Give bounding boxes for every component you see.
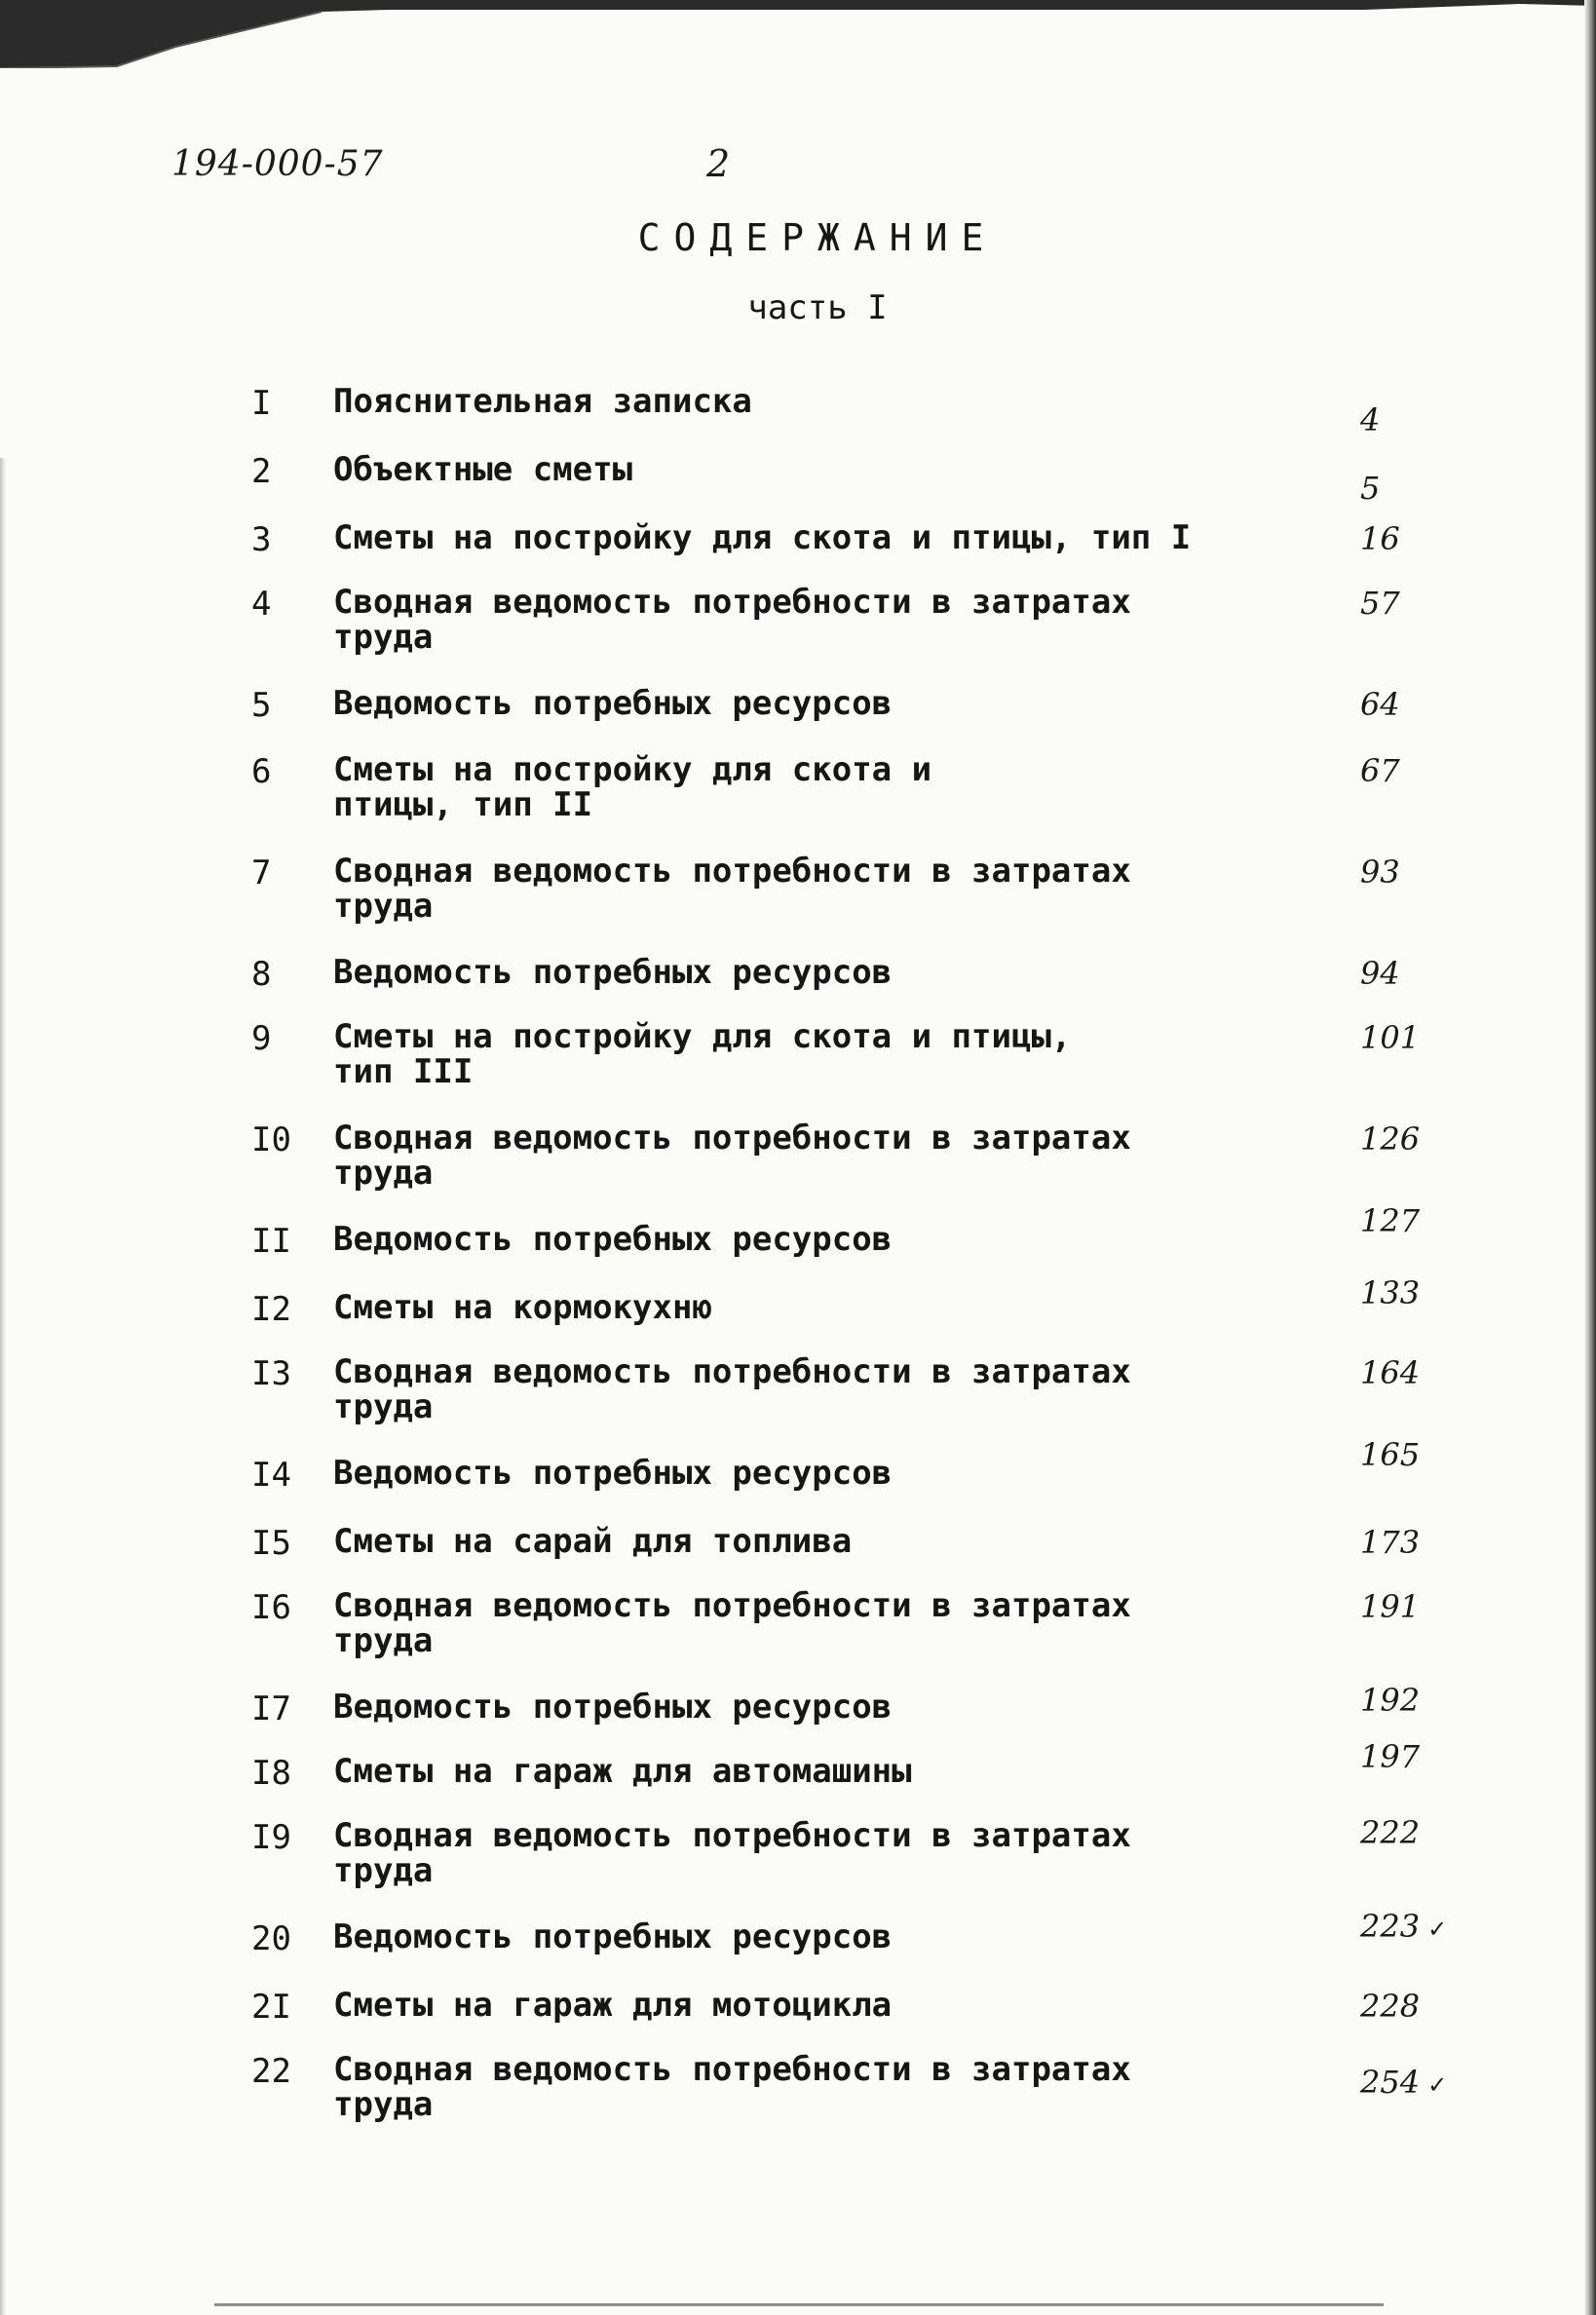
toc-row-page-value: 164 xyxy=(1360,1354,1421,1391)
toc-row-page xyxy=(1360,1120,1420,1158)
toc-row-page xyxy=(1360,955,1400,992)
page-title: СОДЕРЖАНИЕ xyxy=(637,216,998,259)
toc-row-number: 7 xyxy=(251,854,272,892)
toc-row-number: 20 xyxy=(251,1919,291,1958)
toc-row-title: Сметы на гараж для мотоцикла xyxy=(333,1986,893,2025)
toc-row-number: I8 xyxy=(251,1754,291,1793)
toc-row-page-value: 101 xyxy=(1360,1019,1421,1056)
check-mark-icon: ✓ xyxy=(1427,1916,1448,1943)
toc-row-title: Сводная ведомость потребности в затратах труда xyxy=(333,583,1131,657)
toc-row-page xyxy=(1360,1019,1420,1056)
toc-row-page xyxy=(1360,686,1400,723)
toc-row-number: 6 xyxy=(251,752,272,791)
toc-row-title: Ведомость потребных ресурсов xyxy=(333,1688,893,1727)
toc-row-number: 9 xyxy=(251,1019,272,1058)
toc-row-title: Ведомость потребных ресурсов xyxy=(333,684,893,723)
toc-row-number: I9 xyxy=(251,1818,291,1857)
toc-row-number: I3 xyxy=(251,1354,291,1393)
toc-row-page-value: 165 xyxy=(1360,1436,1421,1473)
toc-row-page-value: 94 xyxy=(1360,955,1400,992)
toc-row-page xyxy=(1360,1908,1447,1945)
toc-row-page-value: 228 xyxy=(1360,1988,1421,2025)
toc-row-title: Сметы на кормокухню xyxy=(333,1288,712,1327)
toc-row-number: 4 xyxy=(251,585,272,624)
page-left-edge xyxy=(0,458,6,2315)
toc-row-page-value: 16 xyxy=(1360,520,1400,557)
toc-row-number: 3 xyxy=(251,520,272,559)
document-code: 194-000-57 xyxy=(171,144,384,184)
torn-top-edge xyxy=(0,0,1596,68)
toc-row-title: Ведомость потребных ресурсов xyxy=(333,1220,893,1259)
toc-row-title: Сметы на постройку для скота и птицы, тип I xyxy=(333,518,1192,557)
bottom-edge-line xyxy=(214,2303,1384,2306)
toc-row-title: Ведомость потребных ресурсов xyxy=(333,953,893,992)
toc-row-page xyxy=(1360,520,1400,557)
toc-row-page xyxy=(1360,854,1400,891)
toc-row-page xyxy=(1360,1814,1420,1851)
toc-row-title: Сметы на постройку для скота и птицы, тип III xyxy=(333,1017,1072,1091)
toc-row-page xyxy=(1360,752,1400,789)
toc-row-page-value: 192 xyxy=(1360,1682,1421,1719)
toc-row-title: Ведомость потребных ресурсов xyxy=(333,1454,893,1493)
toc-row-page xyxy=(1360,1524,1420,1561)
toc-row-page xyxy=(1360,585,1400,622)
toc-row-page xyxy=(1360,1354,1420,1391)
toc-row-title: Сводная ведомость потребности в затратах труда xyxy=(333,2050,1131,2124)
toc-row-page xyxy=(1360,1436,1420,1473)
toc-row-title: Сводная ведомость потребности в затратах труда xyxy=(333,1816,1131,1890)
toc-row-number: I4 xyxy=(251,1456,291,1495)
toc-row-page-value: 127 xyxy=(1360,1202,1421,1239)
check-mark-icon: ✓ xyxy=(1427,2071,1448,2099)
toc-row-page xyxy=(1360,401,1380,438)
toc-row-number: 8 xyxy=(251,955,272,994)
toc-row-number: II xyxy=(251,1222,291,1261)
toc-row-page xyxy=(1360,1682,1420,1719)
toc-row-title: Сводная ведомость потребности в затратах труда xyxy=(333,1586,1131,1660)
toc-row-number: I2 xyxy=(251,1290,291,1329)
toc-row-page xyxy=(1360,1202,1420,1239)
toc-row-number: I0 xyxy=(251,1120,291,1159)
toc-row-page-value: 197 xyxy=(1360,1738,1421,1775)
toc-row-number: 22 xyxy=(251,2052,291,2091)
page-number: 2 xyxy=(706,142,731,185)
toc-row-page xyxy=(1360,2064,1447,2101)
toc-row-page-value: 67 xyxy=(1360,752,1400,789)
toc-row-page-value: 57 xyxy=(1360,585,1400,622)
page-right-edge xyxy=(1584,0,1596,2315)
page-subtitle: часть I xyxy=(747,288,888,327)
toc-row-page xyxy=(1360,470,1380,507)
toc-row-title: Сметы на сарай для топлива xyxy=(333,1522,853,1561)
toc-row-page-value: 4 xyxy=(1360,401,1381,438)
toc-row-page-value: 191 xyxy=(1360,1588,1421,1625)
toc-row-page-value: 126 xyxy=(1360,1120,1421,1158)
toc-row-number: I xyxy=(251,384,272,423)
toc-row-page-value: 5 xyxy=(1360,470,1381,507)
toc-row-title: Сводная ведомость потребности в затратах труда xyxy=(333,1352,1131,1426)
toc-row-page-value: 93 xyxy=(1360,854,1400,891)
toc-row-page-value: 254 xyxy=(1360,2064,1421,2101)
toc-row-number: 5 xyxy=(251,686,272,725)
toc-row-number: 2I xyxy=(251,1988,291,2027)
toc-row-title: Сводная ведомость потребности в затратах труда xyxy=(333,1119,1131,1193)
toc-row-page-value: 133 xyxy=(1360,1274,1421,1311)
toc-row-page xyxy=(1360,1738,1420,1775)
toc-row-title: Ведомость потребных ресурсов xyxy=(333,1917,893,1956)
toc-row-page xyxy=(1360,1988,1420,2025)
toc-row-page-value: 222 xyxy=(1360,1814,1421,1851)
toc-row-number: I5 xyxy=(251,1524,291,1563)
toc-row-number: 2 xyxy=(251,452,272,491)
toc-row-title: Сводная ведомость потребности в затратах труда xyxy=(333,852,1131,926)
toc-row-page xyxy=(1360,1274,1420,1311)
toc-row-title: Объектные сметы xyxy=(333,450,633,489)
toc-row-page-value: 223 xyxy=(1360,1908,1421,1945)
toc-row-title: Сметы на гараж для автомашины xyxy=(333,1752,912,1791)
toc-row-page-value: 64 xyxy=(1360,686,1400,723)
toc-row-number: I7 xyxy=(251,1689,291,1728)
toc-row-title: Пояснительная записка xyxy=(333,382,752,421)
toc-row-page-value: 173 xyxy=(1360,1524,1421,1561)
toc-row-page xyxy=(1360,1588,1420,1625)
toc-row-title: Сметы на постройку для скота и птицы, тип II xyxy=(333,750,932,824)
toc-row-number: I6 xyxy=(251,1588,291,1627)
